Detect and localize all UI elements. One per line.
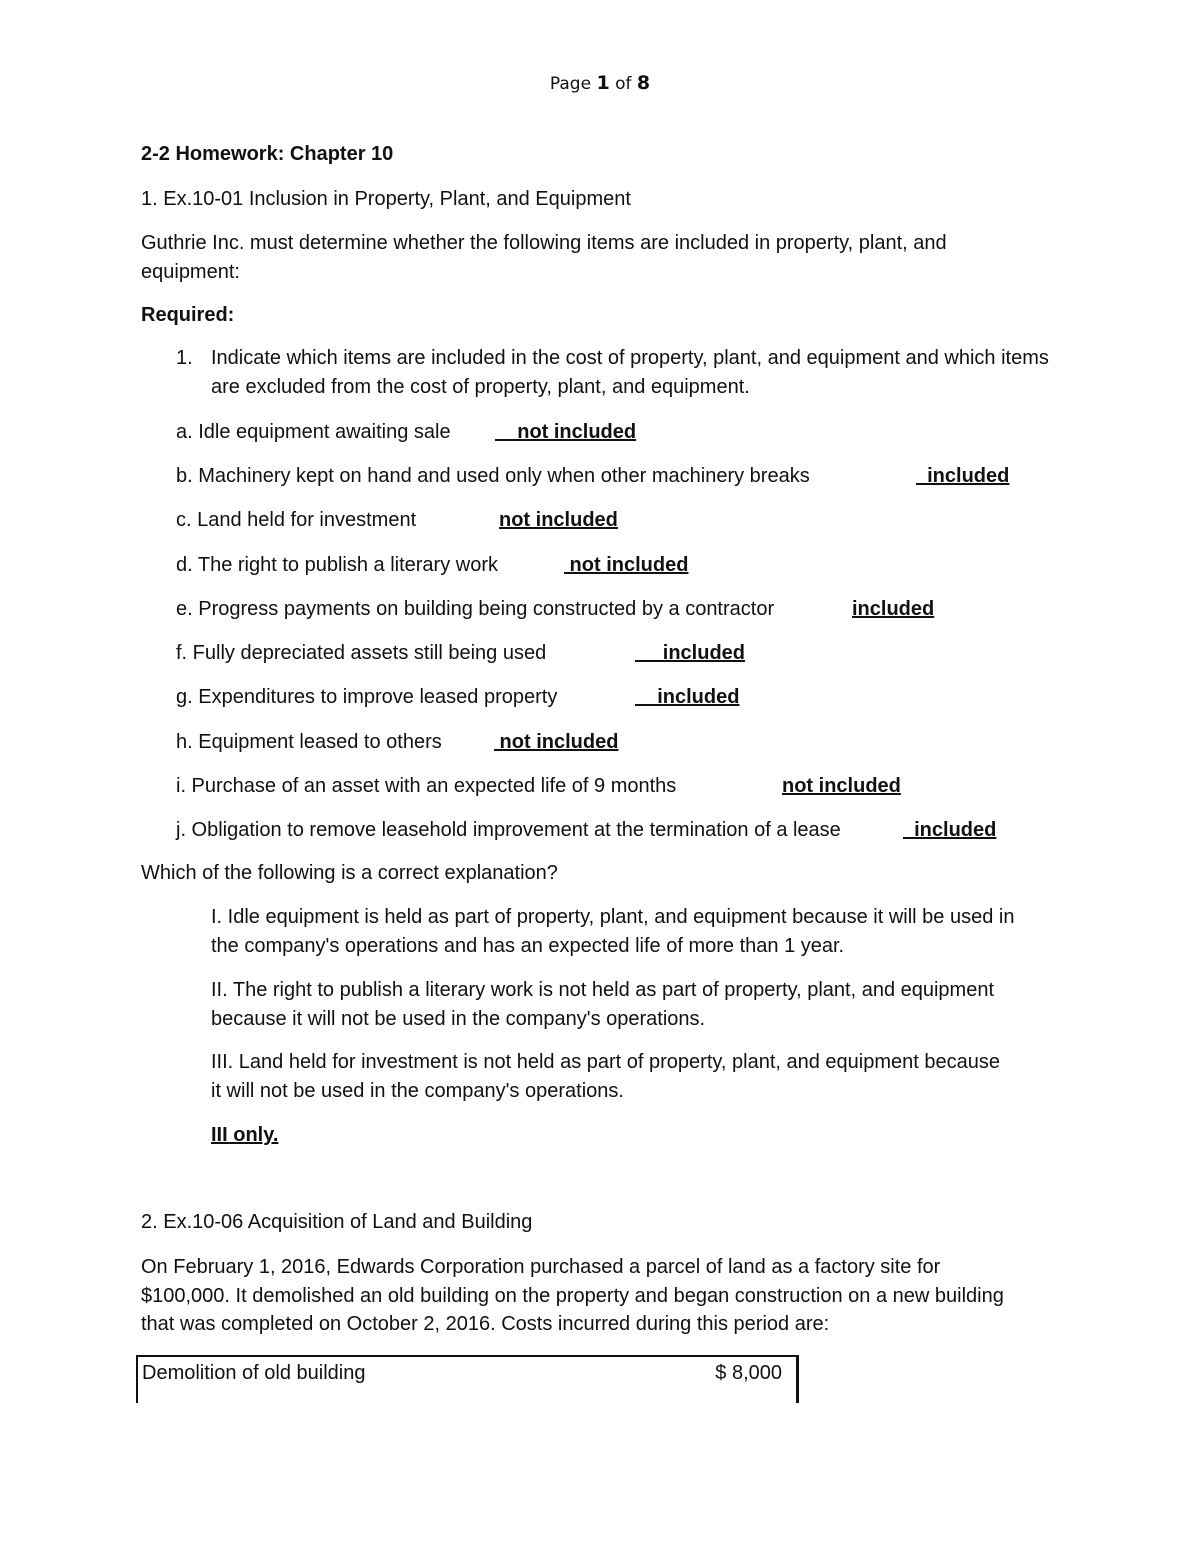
option-i: I. Idle equipment is held as part of property, plant, and equipment because it will be used in the company's operations and has an expected life of more than 1 year.	[211, 906, 1015, 957]
item-answer: not included	[494, 731, 619, 753]
page-prefix: Page	[549, 74, 592, 94]
list-item: e. Progress payments on building being constructed by a contractor	[176, 598, 775, 620]
list-item: j. Obligation to remove leasehold improvement at the termination of a lease	[176, 819, 841, 841]
q2-intro: On February 1, 2016, Edwards Corporation purchased a parcel of land as a factory site for $100,000. It demolished an old building on the property and began construction on a new building that was completed on October 2, 2016. Costs incurred during this period are:	[141, 1256, 1004, 1335]
item-answer: included	[635, 686, 740, 708]
explanation-question: Which of the following is a correct explanation?	[141, 862, 558, 884]
item-answer: not included	[495, 421, 637, 443]
requirement-text: Indicate which items are included in the cost of property, plant, and equipment and which items are excluded from the cost of property, plant, and equipment.	[211, 347, 1049, 398]
list-item: b. Machinery kept on hand and used only when other machinery breaks	[176, 465, 810, 487]
cost-amount: $ 8,000	[715, 1362, 782, 1384]
q2-heading: 2. Ex.10-06 Acquisition of Land and Building	[141, 1211, 533, 1233]
list-item: c. Land held for investment	[176, 509, 417, 531]
item-answer: not included	[782, 775, 901, 797]
option-iii: III. Land held for investment is not held as part of property, plant, and equipment because it will not be used in the company's operations.	[211, 1051, 1001, 1102]
page-current: 1	[596, 72, 610, 94]
item-answer: not included	[564, 554, 689, 576]
page-of: of	[615, 74, 632, 94]
q1-answer: III only.	[211, 1124, 279, 1146]
item-answer: not included	[499, 509, 618, 531]
q1-heading: 1. Ex.10-01 Inclusion in Property, Plant, and Equipment	[141, 188, 631, 210]
list-item: d. The right to publish a literary work	[176, 554, 499, 576]
requirement-number: 1.	[176, 347, 193, 369]
q1-intro: Guthrie Inc. must determine whether the following items are included in property, plant, and equipment:	[141, 232, 947, 283]
list-item: a. Idle equipment awaiting sale	[176, 421, 451, 443]
item-answer: included	[635, 642, 746, 664]
list-item: h. Equipment leased to others	[176, 731, 442, 753]
option-ii: II. The right to publish a literary work is not held as part of property, plant, and equipment because it will not be used in the company's operations.	[211, 979, 995, 1030]
list-item: g. Expenditures to improve leased property	[176, 686, 558, 708]
page-number	[0, 72, 1200, 94]
list-item: i. Purchase of an asset with an expected life of 9 months	[176, 775, 677, 797]
required-label: Required:	[141, 304, 235, 326]
item-answer: included	[852, 598, 935, 620]
document-title: 2-2 Homework: Chapter 10	[141, 143, 394, 165]
item-answer: included	[903, 819, 997, 841]
cost-table	[136, 1355, 799, 1403]
list-item: f. Fully depreciated assets still being used	[176, 642, 547, 664]
page-total: 8	[636, 72, 651, 94]
cost-label: Demolition of old building	[142, 1362, 366, 1384]
item-answer: included	[916, 465, 1010, 487]
